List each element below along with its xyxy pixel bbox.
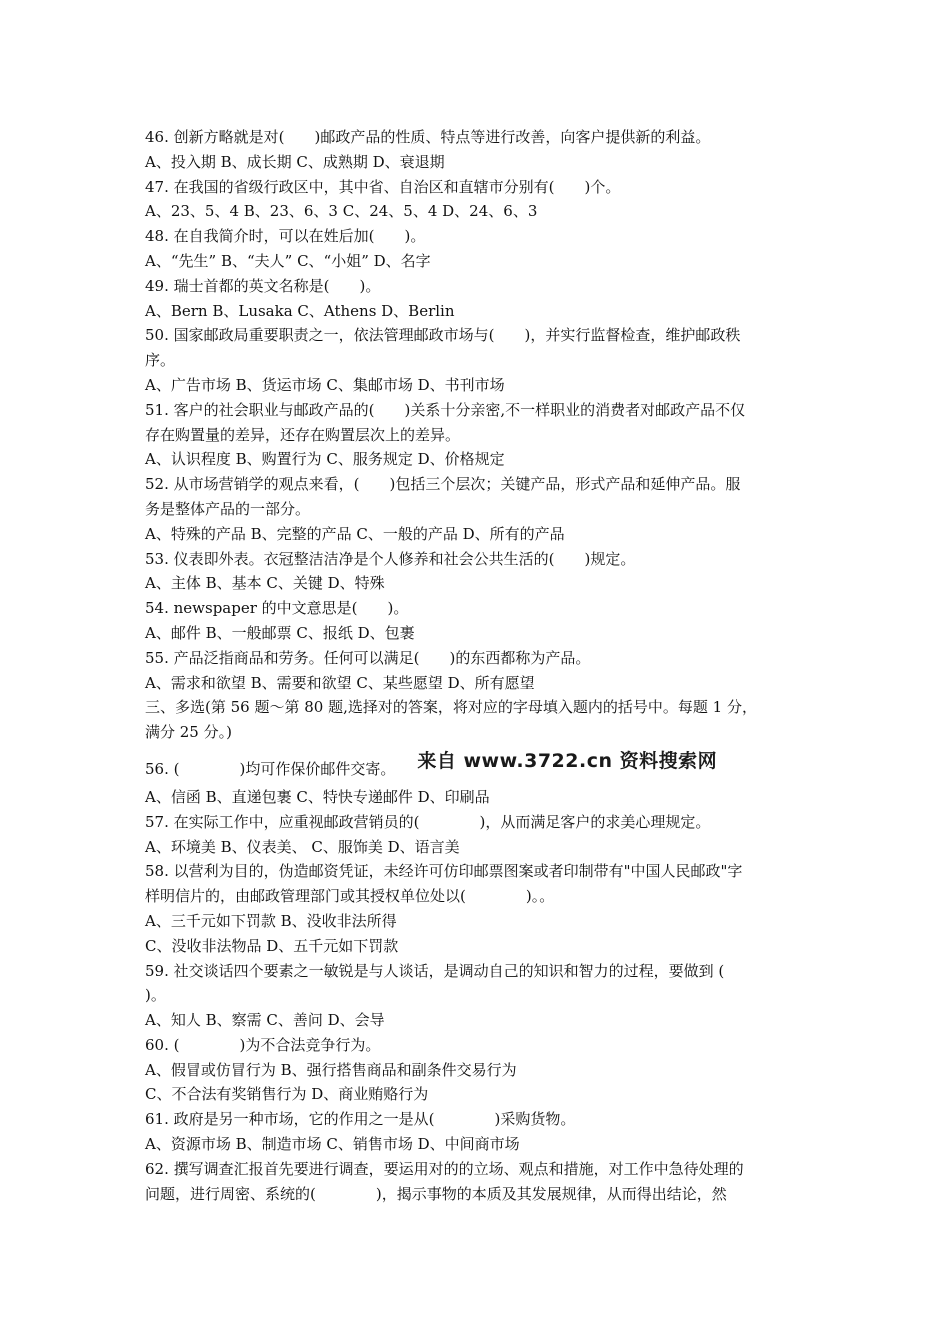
text-line: 50. 国家邮政局重要职责之一，依法管理邮政市场与( )，并实行监督检查，维护邮政秩 [145,326,741,345]
text-line: 61. 政府是另一种市场，它的作用之一是从( )采购货物。 [145,1110,576,1129]
text-line: A、投入期 B、成长期 C、成熟期 D、衰退期 [145,152,445,171]
text-line: 样明信片的，由邮政管理部门或其授权单位处以( )。。 [145,887,555,906]
text-line: A、需求和欲望 B、需要和欲望 C、某些愿望 D、所有愿望 [145,673,535,692]
section-heading: 满分 25 分。) [145,723,232,742]
text-line: A、信函 B、直递包裹 C、特快专递邮件 D、印刷品 [145,787,490,806]
text-line: A、Bern B、Lusaka C、Athens D、Berlin [145,301,455,320]
text-line: 47. 在我国的省级行政区中，其中省、自治区和直辖市分别有( )个。 [145,177,621,196]
text-line: 46. 创新方略就是对( )邮政产品的性质、特点等进行改善，向客户提供新的利益。 [145,128,711,146]
text-line: 序。 [145,351,176,370]
text-line: A、“先生” B、“夫人” C、“小姐” D、名字 [145,251,431,270]
text-line: 53. 仪表即外表。衣冠整洁洁净是个人修养和社会公共生活的( )规定。 [145,549,636,568]
text-line: 务是整体产品的一部分。 [145,499,311,518]
section-heading: 三、多选(第 56 题～第 80 题,选择对的答案，将对应的字母填入题内的括号中。每题 1 分， [145,698,757,717]
text-line: 54. newspaper 的中文意思是( )。 [145,599,409,618]
text-line: A、特殊的产品 B、完整的产品 C、一般的产品 D、所有的产品 [145,524,565,543]
text-line: C、没收非法物品 D、五千元如下罚款 [145,936,399,955]
text-line: A、认识程度 B、购置行为 C、服务规定 D、价格规定 [145,450,505,469]
text-line: A、三千元如下罚款 B、没收非法所得 [145,911,397,930]
question-56-row [145,745,820,785]
source-watermark: 来自 www.3722.cn 资料搜索网 [417,749,718,772]
text-line: 57. 在实际工作中，应重视邮政营销员的( )，从而满足客户的求美心理规定。 [145,812,711,831]
text-line: A、环境美 B、仪表美、 C、服饰美 D、语言美 [145,837,460,856]
questions-section-1 [145,125,820,745]
text-line: A、23、5、4 B、23、6、3 C、24、5、4 D、24、6、3 [145,202,538,221]
text-line: 59. 社交谈话四个要素之一敏锐是与人谈话，是调动自己的知识和智力的过程，要做到 ( [145,961,725,980]
text-line: A、主体 B、基本 C、关键 D、特殊 [145,574,385,593]
text-line: A、邮件 B、一般邮票 C、报纸 D、包裹 [145,623,415,642]
document-page [145,125,820,1206]
text-line: C、不合法有奖销售行为 D、商业贿赂行为 [145,1085,429,1104]
text-line: 存在购置量的差异，还存在购置层次上的差异。 [145,425,461,444]
text-line: 52. 从市场营销学的观点来看，( )包括三个层次；关键产品，形式产品和延伸产品。服 [145,475,741,494]
text-line: A、广告市场 B、货运市场 C、集邮市场 D、书刊市场 [145,375,505,394]
text-line: 62. 撰写调查汇报首先要进行调查，要运用对的的立场、观点和措施，对工作中急待处理的 [145,1159,744,1178]
text-line: 49. 瑞士首都的英文名称是( )。 [145,276,381,295]
questions-section-2 [145,785,820,1207]
text-line: A、资源市场 B、制造市场 C、销售市场 D、中间商市场 [145,1135,520,1154]
text-line: 60. ( )为不合法竞争行为。 [145,1035,381,1054]
text-line: A、假冒或仿冒行为 B、强行搭售商品和副条件交易行为 [145,1060,517,1079]
text-line: 58. 以营利为目的，伪造邮资凭证，未经许可仿印邮票图案或者印制带有"中国人民邮政"字 [145,862,743,881]
text-line: A、知人 B、察需 C、善问 D、会导 [145,1011,385,1030]
text-line: )。 [145,986,166,1005]
text-line: 48. 在自我简介时，可以在姓后加( )。 [145,227,426,246]
text-line: 55. 产品泛指商品和劳务。任何可以满足( )的东西都称为产品。 [145,648,591,667]
question-56-text: 56. ( )均可作保价邮件交寄。 [145,759,396,778]
text-line: 问题，进行周密、系统的( )，揭示事物的本质及其发展规律，从而得出结论，然 [145,1184,727,1203]
text-line: 51. 客户的社会职业与邮政产品的( )关系十分亲密,不一样职业的消费者对邮政产品不仅 [145,400,746,419]
